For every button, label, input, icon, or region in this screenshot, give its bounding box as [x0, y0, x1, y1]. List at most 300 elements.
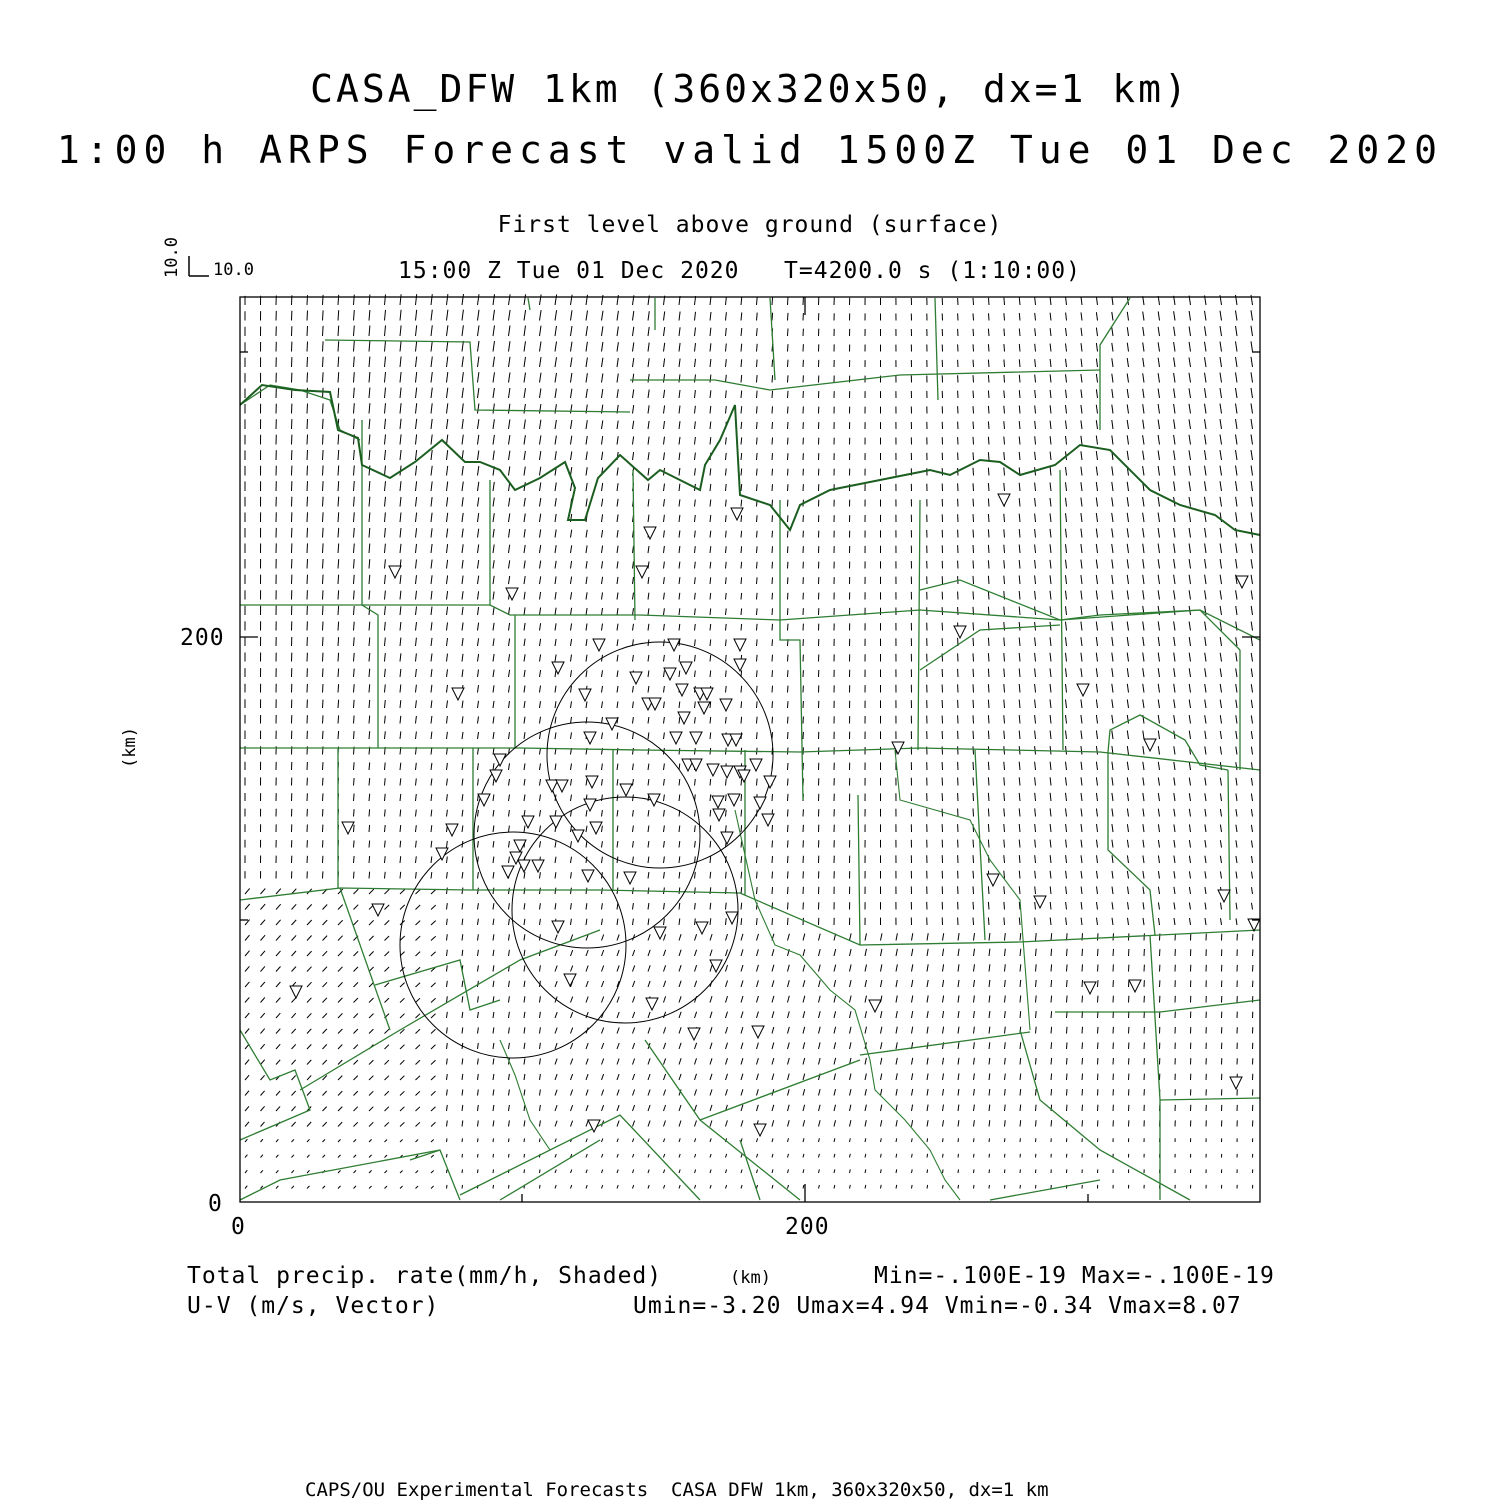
wind-vector	[1004, 653, 1005, 661]
wind-vector	[1143, 637, 1144, 646]
wind-vector	[695, 702, 696, 709]
wind-vector	[788, 965, 790, 972]
wind-vector	[524, 404, 525, 414]
wind-vector	[788, 344, 789, 351]
wind-vector	[354, 606, 355, 615]
wind-vector	[1004, 840, 1005, 848]
wind-vector	[633, 919, 634, 925]
wind-vector	[850, 1105, 851, 1111]
station-marker	[506, 588, 518, 600]
wind-vector	[1127, 404, 1128, 413]
station-marker	[556, 780, 568, 792]
wind-vector	[1158, 575, 1159, 584]
wind-vector	[1020, 1105, 1021, 1111]
wind-vector	[1036, 933, 1037, 940]
wind-vector	[1066, 343, 1067, 351]
wind-vector	[276, 1106, 280, 1111]
wind-vector	[757, 469, 758, 476]
wind-vector	[1081, 343, 1082, 351]
wind-vector	[958, 949, 959, 956]
wind-vector	[462, 669, 463, 677]
wind-vector	[633, 810, 634, 816]
wind-vector	[416, 481, 417, 491]
wind-vector	[385, 622, 386, 631]
wind-vector	[261, 1044, 265, 1049]
wind-vector	[524, 779, 525, 786]
wind-vector	[416, 1014, 421, 1018]
station-marker	[490, 770, 502, 782]
wind-vector	[1236, 450, 1238, 460]
wind-vector	[788, 375, 789, 382]
wind-vector	[1190, 918, 1191, 925]
wind-vector	[1127, 762, 1128, 770]
wind-vector	[1174, 544, 1175, 553]
wind-vector	[1112, 824, 1113, 832]
wind-vector	[385, 1140, 388, 1143]
wind-vector	[524, 903, 525, 909]
wind-vector	[261, 889, 266, 895]
wind-vector	[447, 466, 448, 476]
wind-vector	[958, 1058, 959, 1065]
wind-vector	[400, 1140, 403, 1143]
wind-vector	[1004, 390, 1005, 398]
wind-vector	[462, 623, 463, 631]
wind-vector	[555, 888, 556, 894]
wind-vector	[447, 325, 448, 336]
wind-vector	[943, 1058, 944, 1065]
wind-vector	[989, 1042, 990, 1049]
wind-vector	[988, 715, 989, 723]
wind-vector	[431, 294, 432, 305]
wind-vector	[493, 763, 494, 770]
wind-vector	[447, 996, 448, 1002]
wind-vector	[462, 654, 463, 662]
wind-vector	[679, 826, 680, 833]
wind-vector	[1066, 359, 1067, 367]
wind-vector	[431, 1186, 434, 1189]
wind-vector	[1127, 544, 1128, 553]
wind-vector	[664, 1185, 665, 1188]
wind-vector	[586, 1185, 587, 1188]
wind-vector	[245, 1139, 247, 1142]
wind-vector	[1112, 606, 1113, 615]
wind-vector	[679, 965, 681, 971]
wind-vector	[571, 295, 573, 305]
wind-vector	[571, 1074, 573, 1080]
wind-vector	[1035, 421, 1036, 429]
wind-vector	[1127, 824, 1128, 832]
wind-vector	[1251, 778, 1252, 786]
wind-vector	[602, 1059, 604, 1065]
wind-vector	[571, 701, 572, 708]
wind-vector	[509, 560, 510, 568]
wind-vector	[478, 670, 479, 678]
wind-vector	[1236, 918, 1237, 925]
wind-vector	[1143, 653, 1144, 662]
wind-vector	[1189, 653, 1190, 662]
wind-vector	[354, 684, 355, 692]
wind-vector	[493, 1120, 494, 1126]
wind-vector	[695, 343, 696, 351]
wind-vector	[1004, 406, 1005, 414]
wind-vector	[1035, 808, 1036, 816]
wind-vector	[509, 732, 510, 739]
wind-vector	[772, 887, 773, 894]
wind-vector	[1020, 996, 1021, 1003]
wind-vector	[741, 422, 742, 429]
wind-vector	[664, 1043, 666, 1049]
wind-vector	[664, 1012, 666, 1018]
wind-vector	[602, 1185, 603, 1188]
wind-vector	[1143, 559, 1144, 568]
wind-vector	[757, 965, 759, 972]
wind-vector	[571, 451, 572, 460]
wind-vector	[245, 1170, 247, 1173]
wind-vector	[617, 841, 618, 847]
wind-vector	[881, 949, 882, 956]
wind-vector	[912, 949, 913, 956]
wind-vector	[1205, 419, 1207, 429]
wind-vector	[1189, 450, 1191, 460]
wind-vector	[679, 593, 680, 600]
wind-vector	[540, 1120, 541, 1126]
wind-vector	[571, 1043, 573, 1049]
wind-vector	[1050, 390, 1051, 398]
wind-vector	[927, 1089, 928, 1096]
wind-vector	[1081, 498, 1082, 507]
wind-vector	[431, 763, 432, 770]
wind-vector	[741, 810, 742, 817]
wind-vector	[1067, 1120, 1068, 1126]
wind-vector	[1081, 405, 1082, 414]
wind-vector	[354, 794, 355, 801]
wind-vector	[772, 453, 773, 460]
wind-vector	[1127, 497, 1128, 506]
wind-vector	[1081, 887, 1082, 895]
wind-vector	[1050, 452, 1051, 460]
wind-vector	[571, 577, 572, 584]
wind-vector	[555, 670, 556, 677]
wind-vector	[973, 530, 974, 538]
wind-vector	[1020, 1120, 1021, 1126]
wind-vector	[1081, 420, 1082, 429]
wind-vector	[586, 1074, 588, 1080]
wind-vector	[648, 624, 649, 631]
wind-vector	[1252, 887, 1253, 894]
wind-vector	[292, 1170, 294, 1173]
wind-vector	[400, 606, 401, 615]
wind-vector	[819, 1011, 821, 1018]
wind-vector	[710, 312, 711, 321]
wind-vector	[1036, 1027, 1037, 1034]
wind-vector	[602, 670, 603, 677]
wind-vector	[850, 980, 852, 987]
wind-vector	[245, 997, 249, 1002]
wind-vector	[865, 1185, 866, 1189]
wind-vector	[1035, 591, 1036, 600]
wind-vector	[1004, 529, 1005, 537]
wind-vector	[571, 530, 572, 538]
wind-vector	[1205, 512, 1207, 522]
wind-vector	[973, 700, 974, 708]
wind-vector	[571, 1170, 572, 1173]
wind-vector	[648, 593, 649, 600]
wind-vector	[354, 889, 359, 894]
wind-vector	[974, 996, 975, 1003]
wind-vector	[772, 856, 773, 863]
wind-vector	[1205, 357, 1207, 367]
wind-vector	[431, 716, 432, 724]
wind-vector	[1143, 856, 1144, 864]
wind-vector	[1143, 590, 1144, 599]
wind-vector	[1220, 373, 1222, 383]
wind-vector	[385, 466, 386, 476]
wind-vector	[1251, 326, 1253, 336]
wind-vector	[1221, 903, 1222, 910]
wind-vector	[1158, 451, 1159, 461]
wind-vector	[1252, 872, 1253, 879]
wind-vector	[912, 996, 913, 1003]
wind-vector	[1251, 700, 1252, 708]
wind-vector	[1158, 840, 1159, 848]
wind-vector	[338, 575, 339, 584]
wind-vector	[1158, 497, 1159, 507]
wind-vector	[1251, 357, 1253, 367]
wind-vector	[1127, 559, 1128, 568]
wind-vector	[571, 420, 572, 429]
wind-vector	[679, 887, 680, 894]
wind-vector	[354, 466, 355, 476]
station-marker	[389, 566, 401, 578]
wind-vector	[586, 701, 587, 708]
wind-vector	[478, 1154, 479, 1158]
wind-vector	[1158, 793, 1159, 801]
wind-vector	[400, 481, 401, 491]
wind-vector	[772, 841, 773, 848]
wind-vector	[803, 1105, 805, 1111]
wind-vector	[524, 373, 526, 383]
wind-vector	[369, 512, 370, 522]
wind-vector	[338, 1045, 342, 1050]
wind-vector	[788, 809, 789, 816]
wind-vector	[1067, 1027, 1068, 1034]
wind-vector	[385, 889, 390, 894]
wind-vector	[757, 949, 759, 956]
wind-vector	[338, 1107, 342, 1111]
wind-vector	[276, 889, 281, 894]
wind-vector	[447, 403, 448, 413]
wind-vector	[617, 733, 618, 740]
wind-vector	[1251, 388, 1253, 398]
station-marker	[720, 699, 732, 711]
wind-vector	[1174, 575, 1175, 584]
wind-vector	[710, 717, 711, 724]
wind-vector	[1081, 824, 1082, 832]
wind-vector	[1066, 855, 1067, 863]
wind-vector	[385, 481, 386, 491]
wind-vector	[571, 872, 572, 878]
wind-vector	[726, 934, 728, 941]
wind-vector	[1236, 840, 1237, 847]
wind-vector	[385, 872, 386, 879]
wind-vector	[1127, 668, 1128, 677]
wind-vector	[400, 575, 401, 584]
wind-vector	[586, 1090, 588, 1096]
wind-vector	[1004, 421, 1005, 429]
wind-vector	[788, 655, 789, 662]
wind-vector	[912, 1011, 913, 1018]
wind-vector	[1112, 918, 1113, 925]
wind-vector	[323, 1139, 326, 1142]
wind-vector	[772, 546, 773, 553]
wind-vector	[772, 1058, 774, 1064]
wind-vector	[1005, 1058, 1006, 1065]
wind-vector	[1050, 715, 1051, 724]
wind-vector	[555, 639, 556, 646]
wind-vector	[1035, 483, 1036, 491]
wind-vector	[1236, 747, 1237, 755]
wind-vector	[540, 1012, 541, 1018]
wind-vector	[602, 1090, 604, 1096]
wind-vector	[695, 1058, 697, 1064]
wind-vector	[1128, 918, 1129, 925]
wind-vector	[524, 1089, 525, 1095]
wind-vector	[509, 919, 510, 925]
wind-vector	[385, 684, 386, 692]
wind-vector	[540, 919, 541, 925]
wind-vector	[478, 513, 479, 522]
wind-vector	[509, 1185, 510, 1189]
wind-vector	[400, 294, 401, 305]
wind-vector	[509, 810, 510, 817]
wind-vector	[478, 404, 479, 414]
wind-vector	[354, 388, 355, 398]
wind-vector	[1050, 328, 1051, 336]
wind-vector	[726, 1058, 728, 1064]
wind-vector	[850, 1074, 852, 1081]
wind-vector	[1019, 700, 1020, 708]
wind-vector	[881, 1185, 882, 1189]
wind-vector	[1205, 746, 1206, 754]
wind-vector	[1020, 1058, 1021, 1065]
wind-vector	[1220, 466, 1222, 476]
wind-vector	[524, 607, 525, 615]
wind-vector	[1205, 825, 1206, 833]
wind-vector	[648, 919, 649, 926]
wind-vector	[710, 608, 711, 615]
wind-vector	[555, 592, 556, 599]
wind-vector	[1020, 1042, 1021, 1049]
station-marker	[586, 776, 598, 788]
wind-vector	[1236, 419, 1238, 429]
wind-vector	[973, 809, 974, 817]
wind-vector	[927, 1027, 928, 1034]
wind-vector	[1205, 559, 1206, 568]
wind-vector	[323, 512, 324, 522]
wind-vector	[943, 1185, 944, 1189]
wind-vector	[493, 341, 495, 351]
wind-vector	[633, 965, 635, 971]
wind-vector	[323, 1044, 327, 1049]
wind-vector	[524, 872, 525, 878]
wind-vector	[602, 452, 603, 460]
wind-vector	[478, 623, 479, 631]
wind-vector	[478, 1138, 479, 1142]
wind-vector	[586, 903, 587, 909]
wind-vector	[385, 841, 386, 848]
wind-vector	[493, 1012, 494, 1018]
wind-vector	[509, 357, 511, 367]
wind-vector	[1019, 855, 1020, 863]
wind-vector	[788, 980, 790, 987]
wind-vector	[664, 795, 665, 802]
wind-vector	[338, 920, 343, 925]
wind-vector	[540, 686, 541, 693]
wind-vector	[726, 779, 727, 786]
wind-vector	[726, 1043, 728, 1049]
wind-vector	[788, 1138, 789, 1142]
wind-vector	[1004, 375, 1005, 383]
wind-vector	[726, 686, 727, 693]
wind-vector	[369, 856, 370, 863]
wind-vector	[1236, 715, 1237, 723]
wind-vector	[973, 871, 974, 879]
wind-vector	[1205, 497, 1207, 507]
wind-vector	[726, 453, 727, 460]
wind-vector	[1143, 793, 1144, 801]
wind-vector	[726, 437, 727, 444]
wind-vector	[1019, 514, 1020, 522]
wind-vector	[1174, 435, 1175, 445]
wind-vector	[679, 1058, 681, 1064]
wind-vector	[1220, 684, 1221, 693]
wind-vector	[679, 359, 680, 367]
wind-vector	[633, 686, 634, 693]
wind-vector	[1082, 964, 1083, 971]
wind-vector	[1036, 1011, 1037, 1018]
wind-vector	[400, 1014, 405, 1018]
wind-vector	[478, 482, 479, 491]
wind-vector	[555, 950, 557, 956]
wind-vector	[493, 325, 495, 336]
wind-vector	[1112, 405, 1113, 414]
wind-vector	[679, 903, 680, 910]
wind-vector	[1205, 809, 1206, 817]
wind-vector	[385, 700, 386, 708]
wind-vector	[757, 1154, 758, 1158]
wind-vector	[648, 764, 649, 770]
wind-vector	[478, 435, 479, 445]
wind-vector	[276, 1029, 280, 1034]
wind-vector	[1174, 887, 1175, 894]
wind-vector	[447, 513, 448, 522]
wind-vector	[323, 936, 328, 941]
wind-vector	[896, 1185, 897, 1189]
wind-vector	[493, 748, 494, 755]
wind-vector	[803, 1042, 805, 1049]
wind-vector	[927, 949, 928, 956]
wind-vector	[1020, 1011, 1021, 1018]
wind-vector	[1035, 871, 1036, 879]
wind-vector	[540, 965, 541, 971]
wind-vector	[695, 981, 697, 987]
wind-vector	[1066, 374, 1067, 382]
wind-vector	[493, 965, 494, 971]
wind-vector	[741, 1154, 742, 1158]
wind-vector	[726, 624, 727, 631]
wind-vector	[1251, 809, 1252, 816]
wind-vector	[462, 950, 463, 956]
